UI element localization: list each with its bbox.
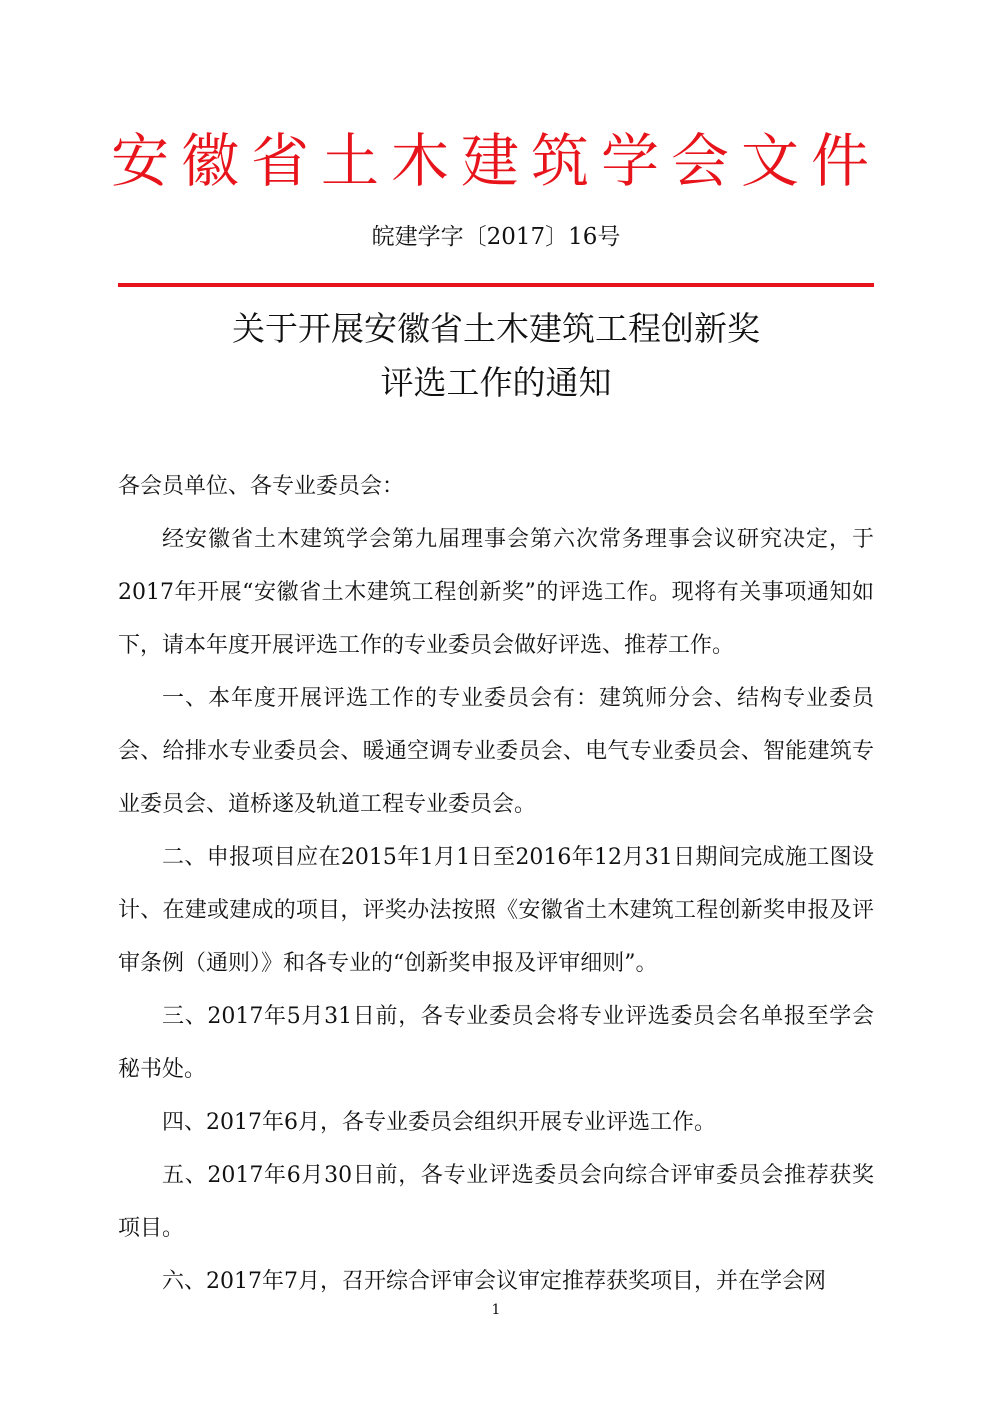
body-paragraph: 三、2017年5月31日前，各专业委员会将专业评选委员会名单报至学会秘书处。 [118, 1004, 874, 1082]
document-number: 皖建学字〔2017〕16号 [371, 224, 621, 250]
body-paragraph: 一、本年度开展评选工作的专业委员会有：建筑师分会、结构专业委员会、给排水专业委员会、暖通空调专业委员会、电气专业委员会、智能建筑专业委员会、道桥遂及轨道工程专业委员会。 [118, 686, 874, 817]
notice-title-line-2: 评选工作的通知 [380, 363, 612, 402]
body-paragraph: 五、2017年6月30日前，各专业评选委员会向综合评审委员会推荐获奖项目。 [118, 1163, 874, 1241]
notice-title [0, 302, 992, 410]
page-number: 1 [491, 1302, 501, 1318]
body-paragraph: 经安徽省土木建筑学会第九届理事会第六次常务理事会议研究决定，于2017年开展“安徽省土木建筑工程创新奖”的评选工作。现将有关事项通知如下，请本年度开展评选工作的专业委员会做好评选、推荐工作。 [118, 527, 874, 658]
red-divider-line [118, 283, 874, 287]
body-paragraph: 六、2017年7月，召开综合评审会议审定推荐获奖项目，并在学会网 [162, 1269, 826, 1294]
body-paragraph: 四、2017年6月，各专业委员会组织开展专业评选工作。 [162, 1110, 716, 1135]
notice-body [118, 460, 874, 1308]
salutation: 各会员单位、各专业委员会： [118, 474, 405, 499]
body-paragraph: 二、申报项目应在2015年1月1日至2016年12月31日期间完成施工图设计、在建或建成的项目，评奖办法按照《安徽省土木建筑工程创新奖申报及评审条例（通则）》和各专业的“创新奖申报及评审细则”。 [118, 845, 874, 976]
document-header-title: 安徽省土木建筑学会文件 [110, 127, 881, 195]
notice-title-line-1: 关于开展安徽省土木建筑工程创新奖 [232, 309, 760, 348]
